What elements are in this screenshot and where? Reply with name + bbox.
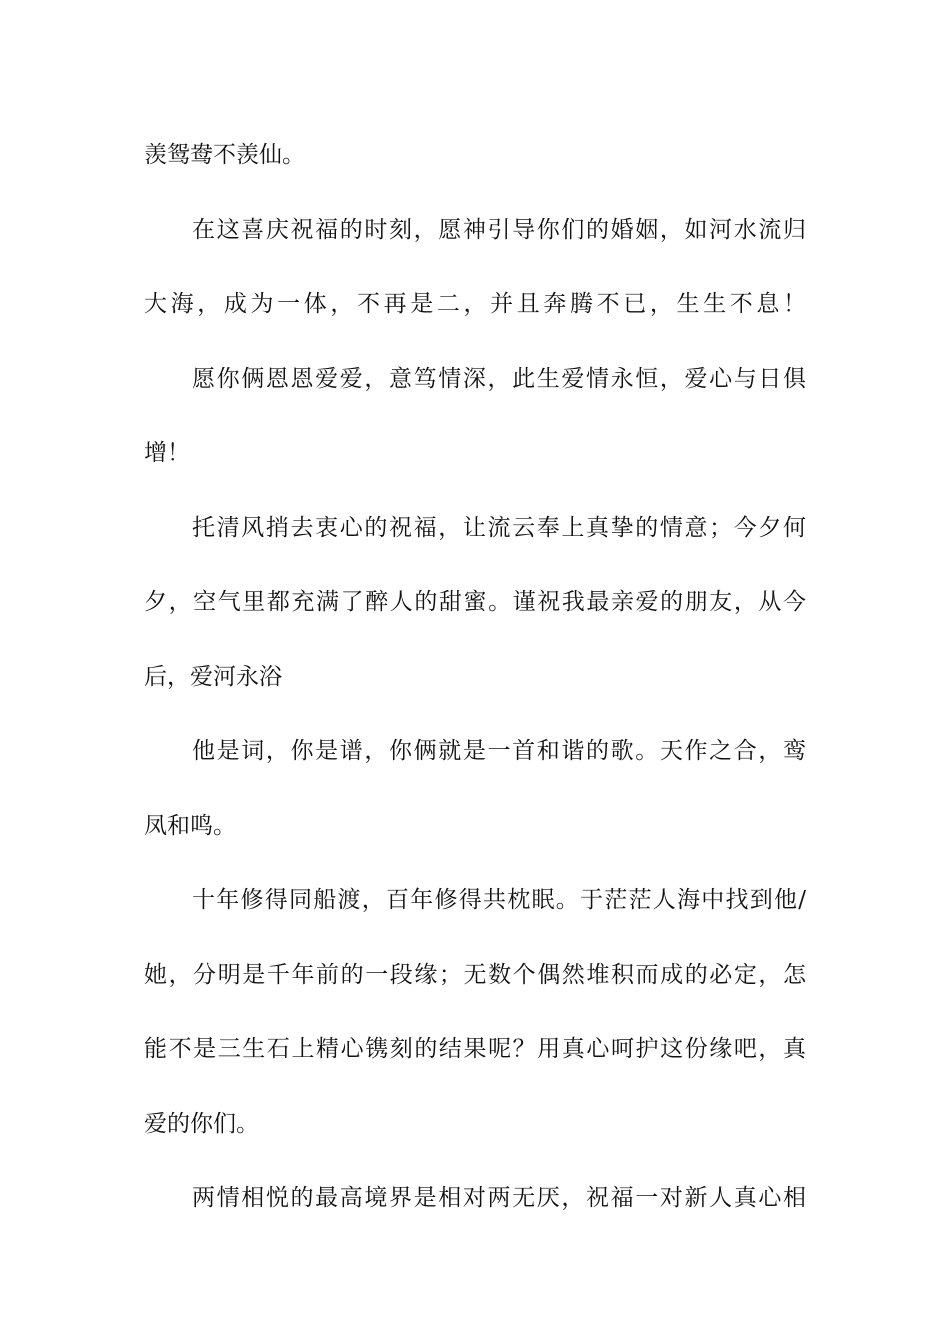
text-line: 后，爱河永浴 [144,663,282,690]
text-line: 能不是三生石上精心镌刻的结果呢？用真心呵护这份缘吧，真 [144,1036,806,1062]
paragraph-first-line: 托清风捎去衷心的祝福，让流云奉上真挚的情意；今夕何 [192,514,806,541]
paragraph-first-line: 愿你俩恩恩爱爱，意笃情深，此生爱情永恒，爱心与日俱 [192,365,806,392]
text-line: 夕，空气里都充满了醉人的甜蜜。谨祝我最亲爱的朋友，从今 [144,589,806,615]
text-line: 大海，成为一体，不再是二，并且奔腾不已，生生不息！ [144,291,806,317]
text-line: 她，分明是千年前的一段缘；无数个偶然堆积而成的必定，怎 [144,961,806,988]
text-line: 增！ [144,440,190,466]
paragraph-first-line: 他是词，你是谱，你俩就是一首和谐的歌。天作之合，鸾 [192,738,806,764]
paragraph-first-line: 十年修得同船渡，百年修得共枕眠。于茫茫人海中找到他/ [192,887,806,913]
paragraph-first-line: 在这喜庆祝福的时刻，愿神引导你们的婚姻，如河水流归 [192,216,806,243]
text-line: 羡鸳鸯不羡仙。 [144,142,305,168]
text-line: 凤和鸣。 [144,812,236,839]
document-body [144,118,806,1236]
text-line: 爱的你们。 [144,1110,259,1137]
paragraph-first-line: 两情相悦的最高境界是相对两无厌，祝福一对新人真心相 [192,1185,806,1211]
